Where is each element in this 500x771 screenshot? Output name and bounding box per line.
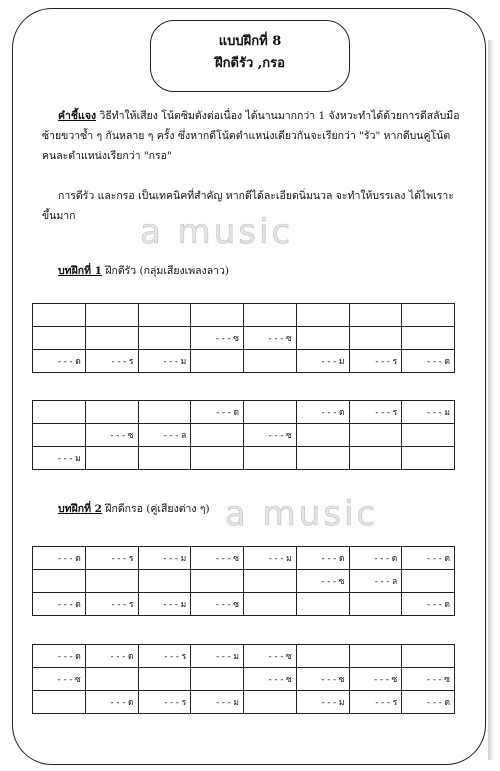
page-edge-shadow <box>488 40 494 760</box>
note-cell <box>85 447 138 470</box>
note-cell: - - - ด <box>85 691 138 714</box>
note-cell: - - - ล <box>138 424 191 447</box>
note-cell <box>402 570 455 593</box>
note-row <box>33 593 455 616</box>
note-cell: - - - ด <box>402 350 455 373</box>
note-row <box>33 401 455 424</box>
note-cell <box>349 327 402 350</box>
note-cell <box>244 593 297 616</box>
note-cell: - - - ด <box>402 593 455 616</box>
note-cell: - - - ร <box>349 691 402 714</box>
note-cell: - - - ซ <box>244 327 297 350</box>
note-cell <box>191 668 244 691</box>
note-cell: - - - ร <box>138 691 191 714</box>
note-cell: - - - ซ <box>244 668 297 691</box>
note-row <box>33 350 455 373</box>
note-cell: - - - ซ <box>191 593 244 616</box>
note-cell <box>296 304 349 327</box>
note-row <box>33 447 455 470</box>
note-cell: - - - ด <box>296 401 349 424</box>
note-cell <box>85 401 138 424</box>
note-cell <box>296 327 349 350</box>
note-cell: - - - ร <box>85 350 138 373</box>
note-cell <box>244 447 297 470</box>
note-cell <box>85 668 138 691</box>
note-cell: - - - ม <box>244 547 297 570</box>
note-cell <box>402 304 455 327</box>
note-row <box>33 668 455 691</box>
note-cell: - - - ม <box>296 691 349 714</box>
note-cell <box>138 401 191 424</box>
note-cell: - - - ม <box>138 593 191 616</box>
explanation-paragraph <box>42 106 462 166</box>
note-cell <box>85 327 138 350</box>
explanation-text: วิธีทำให้เสียง โน้ตซิมตังต่อเนื่อง ได้นานมากกว่า 1 จังหวะทำได้ด้วยการดีสลับมือซ้ายขวาซ้ำ ๆ กันหลาย ๆ ครั้ง ซึ่งหากดีโน้ตตำแหน่งเดียวกันจะเรียกว่า "รัว" หากดีบนคู่โน้ตคนละตำแหน่งเรียกว่า "กรอ" <box>42 110 460 162</box>
technique-paragraph: การดีรัว และกรอ เป็นเทคนิคที่สำคัญ หากดีได้ละเอียดนิ่มนวล จะทำให้บรรเลง ได้ไพเราะขึ้นมาก <box>42 190 454 222</box>
note-cell <box>33 424 86 447</box>
note-cell: - - - ด <box>402 691 455 714</box>
note-cell <box>191 304 244 327</box>
note-cell: - - - ซ <box>296 570 349 593</box>
watermark-text: a music <box>140 212 294 252</box>
note-cell <box>191 570 244 593</box>
note-cell: - - - ด <box>33 645 86 668</box>
note-cell <box>191 424 244 447</box>
note-cell: - - - ด <box>33 547 86 570</box>
note-cell <box>33 327 86 350</box>
exercise-1-label: บทฝึกที่ 1 <box>58 265 102 277</box>
note-cell: - - - ร <box>349 350 402 373</box>
note-cell: - - - ม <box>33 447 86 470</box>
note-cell <box>296 424 349 447</box>
note-cell: - - - ซ <box>244 645 297 668</box>
note-cell: - - - ซ <box>191 547 244 570</box>
note-cell <box>85 570 138 593</box>
note-cell: - - - ร <box>349 401 402 424</box>
note-cell <box>296 447 349 470</box>
note-cell: - - - ซ <box>296 668 349 691</box>
note-cell: - - - ม <box>296 350 349 373</box>
note-cell: - - - ซ <box>244 424 297 447</box>
note-cell: - - - ม <box>191 645 244 668</box>
note-cell: - - - ม <box>402 401 455 424</box>
note-cell: - - - ด <box>85 645 138 668</box>
note-cell <box>191 447 244 470</box>
note-cell: - - - ซ <box>191 327 244 350</box>
exercise-2-table-2 <box>32 644 455 714</box>
note-cell <box>244 691 297 714</box>
note-cell <box>349 645 402 668</box>
exercise-2-heading <box>58 500 210 517</box>
exercise-1-table-2 <box>32 400 455 470</box>
explanation-label: คำชี้แจง <box>58 110 97 122</box>
note-cell: - - - ด <box>191 401 244 424</box>
note-cell <box>402 447 455 470</box>
note-cell: - - - ด <box>33 350 86 373</box>
note-cell: - - - ด <box>33 593 86 616</box>
note-cell <box>191 350 244 373</box>
note-cell <box>402 645 455 668</box>
note-cell: - - - ซ <box>85 424 138 447</box>
note-cell <box>33 691 86 714</box>
title-box <box>150 20 350 92</box>
note-cell <box>138 327 191 350</box>
worksheet-title: ฝึกดีรัว ,กรอ <box>215 56 285 71</box>
worksheet-number: แบบฝึกที่ 8 <box>218 34 282 49</box>
note-row <box>33 424 455 447</box>
note-cell <box>244 304 297 327</box>
note-cell <box>244 570 297 593</box>
note-cell <box>33 304 86 327</box>
note-cell <box>402 327 455 350</box>
note-row <box>33 645 455 668</box>
exercise-2-label: บทฝึกที่ 2 <box>58 503 102 515</box>
note-cell <box>296 645 349 668</box>
note-cell <box>244 350 297 373</box>
note-cell <box>33 401 86 424</box>
note-cell: - - - ล <box>349 570 402 593</box>
note-row <box>33 570 455 593</box>
note-cell <box>296 593 349 616</box>
note-cell: - - - ซ <box>402 668 455 691</box>
exercise-1-title: ฝึกดีรัว (กลุ่มเสียงเพลงลาว) <box>105 265 230 277</box>
note-cell: - - - ซ <box>33 668 86 691</box>
note-cell <box>402 424 455 447</box>
note-cell <box>138 668 191 691</box>
note-cell <box>349 447 402 470</box>
note-cell: - - - ม <box>138 350 191 373</box>
note-cell: - - - ด <box>349 547 402 570</box>
note-cell <box>349 424 402 447</box>
note-cell <box>85 304 138 327</box>
exercise-2-title: ฝึกดีกรอ (คู่เสียงต่าง ๆ) <box>105 503 210 515</box>
note-cell <box>138 570 191 593</box>
note-cell <box>138 447 191 470</box>
note-cell <box>244 401 297 424</box>
note-row <box>33 304 455 327</box>
watermark-text-2: a music <box>225 494 379 534</box>
note-cell: - - - ร <box>85 593 138 616</box>
note-cell <box>138 304 191 327</box>
note-cell: - - - ม <box>191 691 244 714</box>
note-cell: - - - ร <box>138 645 191 668</box>
note-row <box>33 547 455 570</box>
note-cell <box>349 304 402 327</box>
note-cell: - - - ด <box>402 547 455 570</box>
note-cell: - - - ซ <box>349 668 402 691</box>
exercise-2-table-1 <box>32 546 455 616</box>
note-cell: - - - ม <box>138 547 191 570</box>
note-cell: - - - ร <box>85 547 138 570</box>
note-cell <box>349 593 402 616</box>
note-row <box>33 691 455 714</box>
note-row <box>33 327 455 350</box>
note-cell <box>33 570 86 593</box>
exercise-1-heading <box>58 262 229 279</box>
exercise-1-table-1 <box>32 303 455 373</box>
note-cell: - - - ด <box>296 547 349 570</box>
